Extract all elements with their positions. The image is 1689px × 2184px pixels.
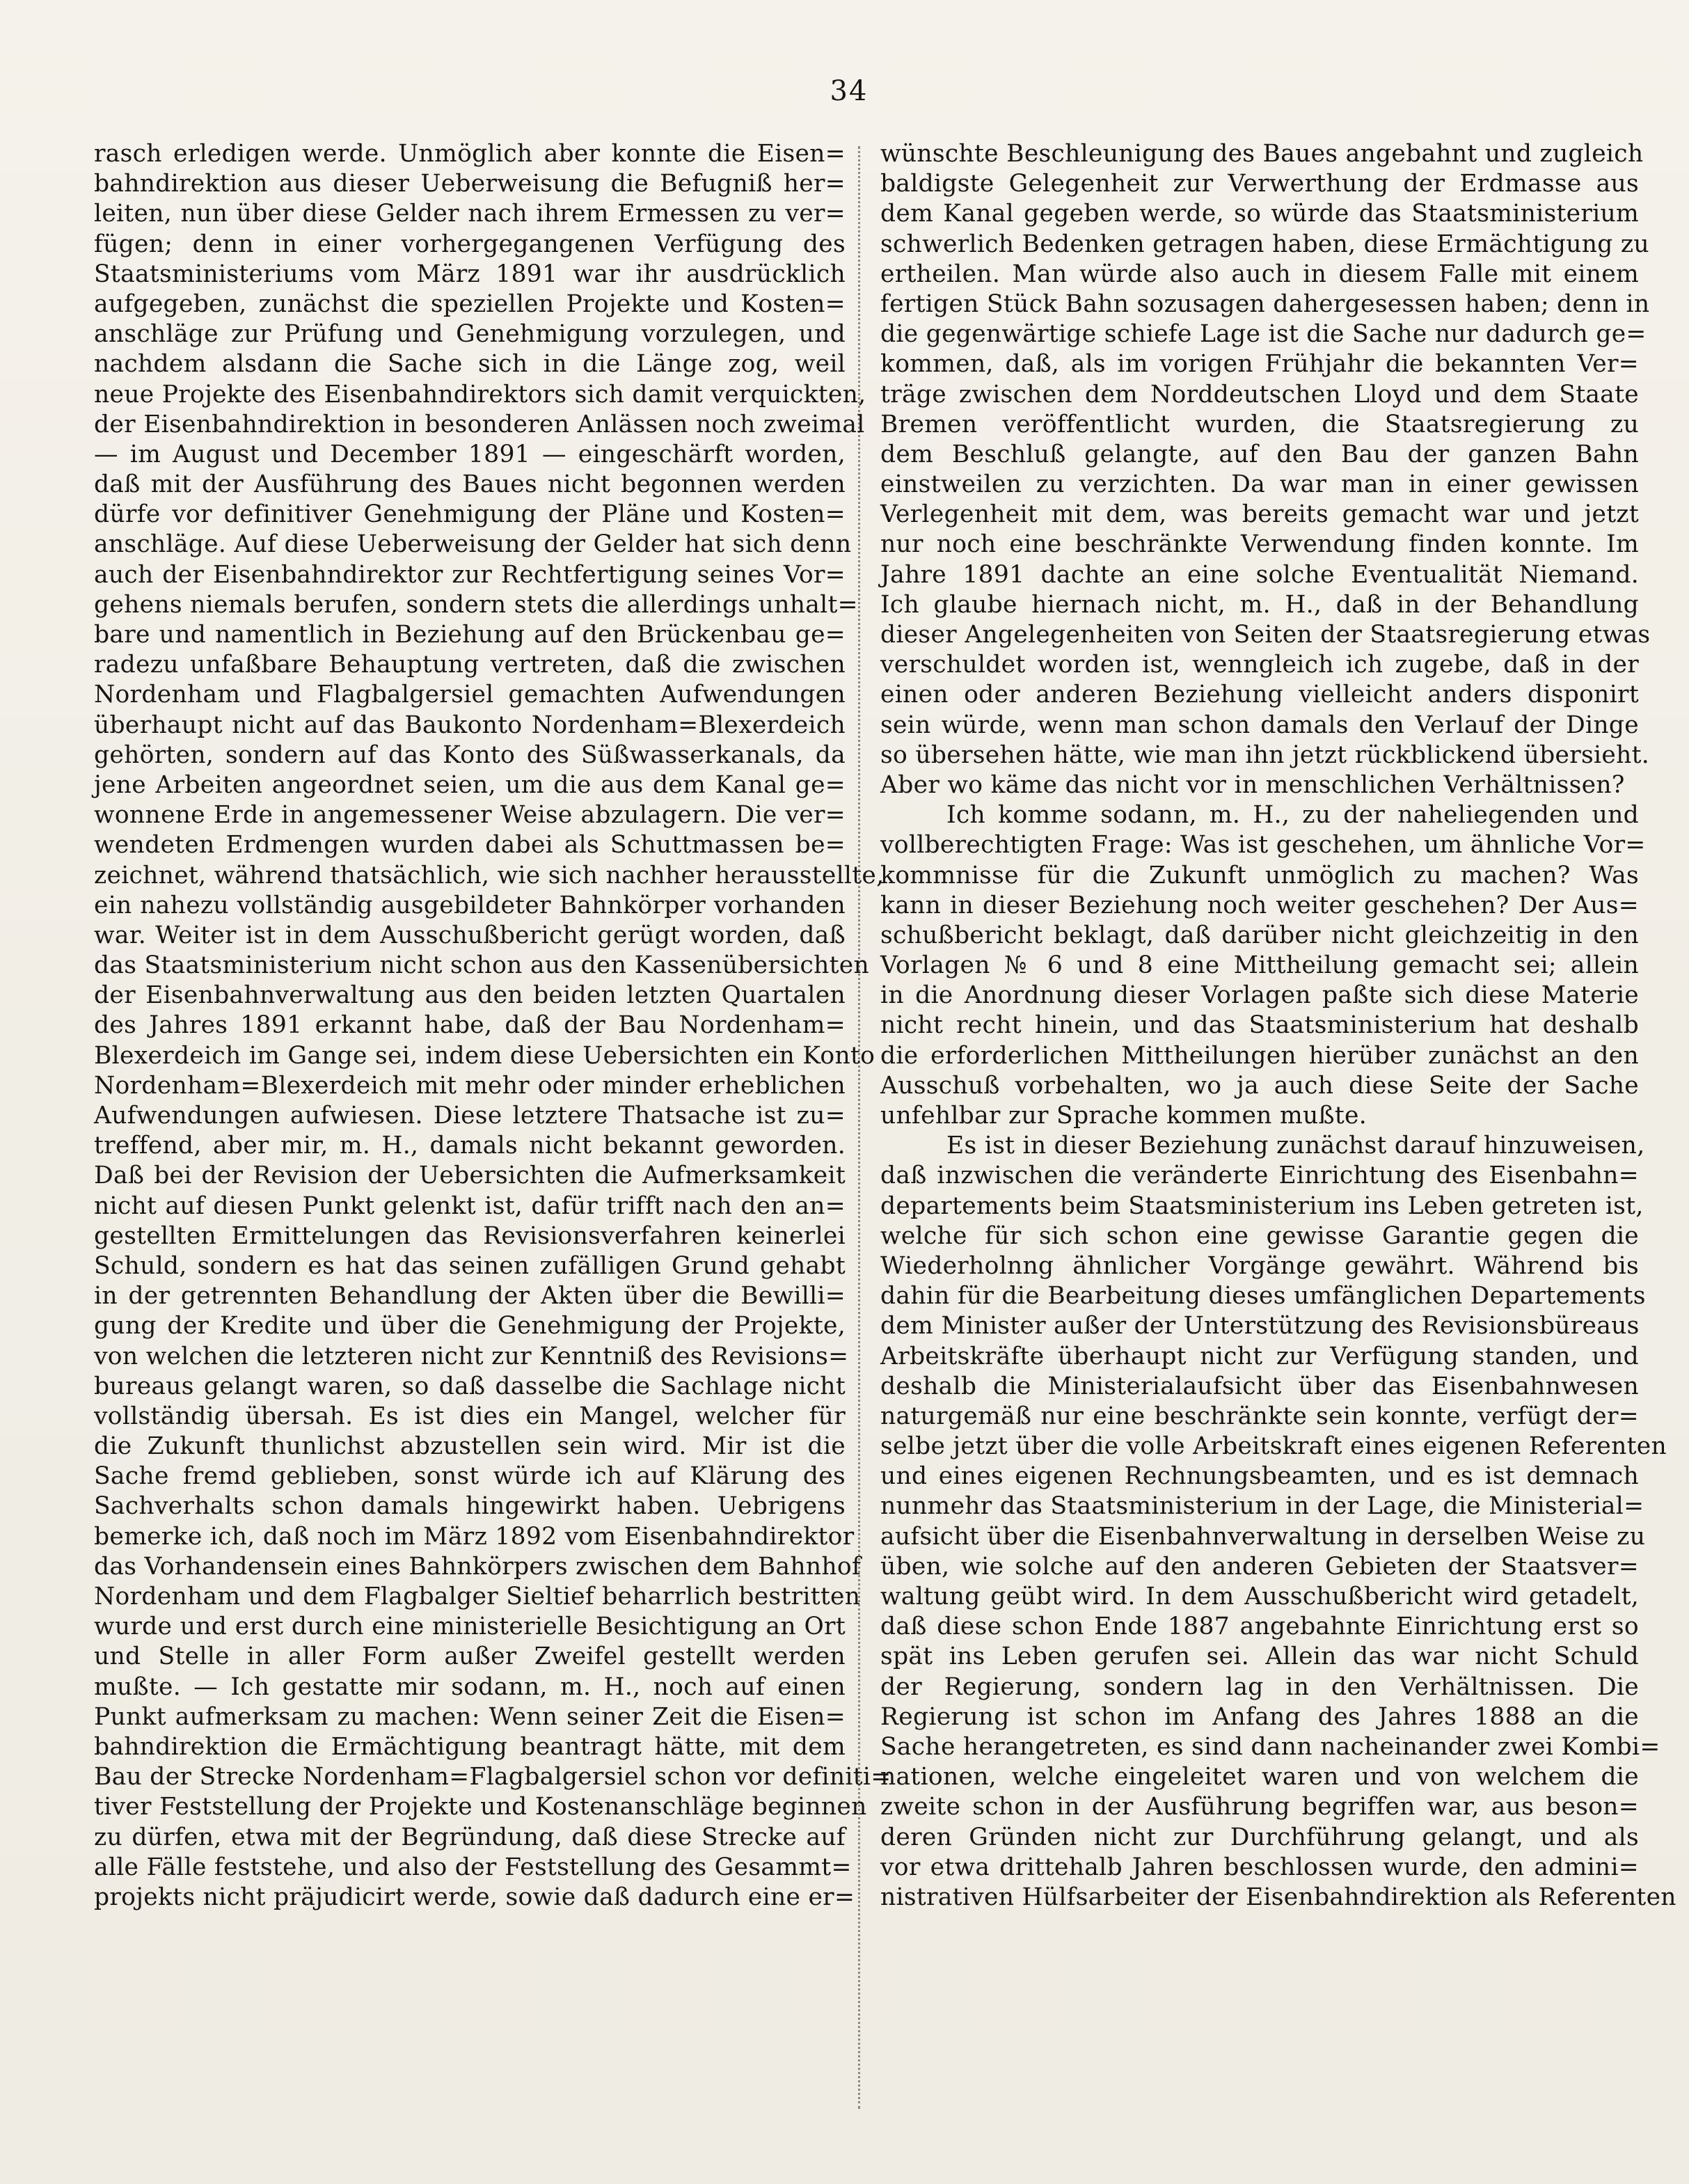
text-line: bahndirektion die Ermächtigung beantragt hätte, mit dem: [94, 1732, 846, 1761]
text-line: nistrativen Hülfsarbeiter der Eisenbahndirektion als Referenten: [880, 1883, 1676, 1911]
text-line: alle Fälle feststehe, und also der Feststellung des Gesammt=: [94, 1853, 852, 1881]
text-line: kommen, daß, als im vorigen Frühjahr die bekannten Ver=: [880, 350, 1639, 379]
text-line: nicht recht hinein, und das Staatsministerium hat deshalb: [880, 1011, 1639, 1040]
text-line: der Eisenbahndirektion in besonderen Anlässen noch zweimal: [94, 410, 865, 438]
text-line: Verlegenheit mit dem, was bereits gemacht war und jetzt: [880, 500, 1639, 529]
text-line: anschläge zur Prüfung und Genehmigung vorzulegen, und: [94, 320, 846, 349]
text-line: nachdem alsdann die Sache sich in die Länge zog, weil: [94, 350, 846, 379]
text-line: gehörten, sondern auf das Konto des Süßwasserkanals, da: [94, 741, 846, 769]
text-line: Ausschuß vorbehalten, wo ja auch diese Seite der Sache: [880, 1071, 1639, 1100]
text-line: Regierung ist schon im Anfang des Jahres 1888 an die: [880, 1702, 1639, 1731]
text-line: ertheilen. Man würde also auch in diesem Falle mit einem: [880, 260, 1639, 288]
text-line: Nordenham=Blexerdeich mit mehr oder minder erheblichen: [94, 1071, 846, 1100]
text-line: tiver Feststellung der Projekte und Kostenanschläge beginnen: [94, 1793, 867, 1821]
text-line: gung der Kredite und über die Genehmigung der Projekte,: [94, 1312, 846, 1340]
text-line: einstweilen zu verzichten. Da war man in einer gewissen: [880, 470, 1639, 499]
text-line: Ich komme sodann, m. H., zu der naheliegenden und: [946, 801, 1639, 830]
text-line: Sache herangetreten, es sind dann nacheinander zwei Kombi=: [880, 1732, 1660, 1761]
text-line: Es ist in dieser Beziehung zunächst darauf hinzuweisen,: [946, 1132, 1645, 1160]
text-line: — im August und December 1891 — eingeschärft worden,: [94, 440, 846, 468]
text-line: neue Projekte des Eisenbahndirektors sich damit verquickten,: [94, 380, 866, 409]
text-line: des Jahres 1891 erkannt habe, daß der Bau Nordenham=: [94, 1011, 846, 1040]
text-line: dieser Angelegenheiten von Seiten der Staatsregierung etwas: [880, 621, 1651, 649]
text-line: fügen; denn in einer vorhergegangenen Verfügung des: [94, 230, 846, 258]
text-line: Bremen veröffentlicht wurden, die Staatsregierung zu: [880, 410, 1639, 438]
text-line: träge zwischen dem Norddeutschen Lloyd und dem Staate: [880, 380, 1639, 409]
text-line: und Stelle in aller Form außer Zweifel gestellt werden: [94, 1643, 846, 1671]
text-line: dem Beschluß gelangte, auf den Bau der ganzen Bahn: [880, 440, 1639, 468]
text-line: der Regierung, sondern lag in den Verhältnissen. Die: [880, 1672, 1639, 1701]
text-line: Blexerdeich im Gange sei, indem diese Uebersichten ein Konto: [94, 1041, 875, 1070]
text-line: projekts nicht präjudicirt werde, sowie daß dadurch eine er=: [94, 1883, 855, 1911]
text-line: Nordenham und Flagbalgersiel gemachten Aufwendungen: [94, 681, 846, 709]
text-line: mußte. — Ich gestatte mir sodann, m. H., noch auf einen: [94, 1672, 846, 1701]
text-line: fertigen Stück Bahn sozusagen dahergesessen haben; denn in: [880, 290, 1650, 318]
text-line: Sachverhalts schon damals hingewirkt haben. Uebrigens: [94, 1492, 846, 1521]
text-line: Staatsministeriums vom März 1891 war ihr ausdrücklich: [94, 260, 846, 288]
text-line: und eines eigenen Rechnungsbeamten, und es ist demnach: [880, 1462, 1639, 1491]
text-line: Wiederholnng ähnlicher Vorgänge gewährt. Während bis: [880, 1251, 1639, 1280]
text-line: der Eisenbahnverwaltung aus den beiden letzten Quartalen: [94, 981, 846, 1010]
text-line: daß mit der Ausführung des Baues nicht begonnen werden: [94, 470, 846, 499]
text-line: in die Anordnung dieser Vorlagen paßte sich diese Materie: [880, 981, 1639, 1010]
text-line: auch der Eisenbahndirektor zur Rechtfertigung seines Vor=: [94, 560, 846, 589]
text-line: spät ins Leben gerufen sei. Allein das war nicht Schuld: [880, 1643, 1639, 1671]
text-line: vollständig übersah. Es ist dies ein Mangel, welcher für: [94, 1402, 846, 1430]
text-line: einen oder anderen Beziehung vielleicht anders disponirt: [880, 681, 1639, 709]
text-line: überhaupt nicht auf das Baukonto Nordenham=Blexerdeich: [94, 711, 846, 739]
text-line: zweite schon in der Ausführung begriffen war, aus beson=: [880, 1793, 1639, 1821]
text-line: bureaus gelangt waren, so daß dasselbe die Sachlage nicht: [94, 1372, 846, 1400]
text-line: verschuldet worden ist, wenngleich ich zugebe, daß in der: [880, 651, 1639, 679]
text-line: daß inzwischen die veränderte Einrichtung des Eisenbahn=: [880, 1162, 1639, 1190]
text-line: vor etwa drittehalb Jahren beschlossen wurde, den admini=: [880, 1853, 1639, 1881]
text-line: dem Minister außer der Unterstützung des Revisionsbüreaus: [880, 1312, 1640, 1340]
text-line: unfehlbar zur Sprache kommen mußte.: [880, 1102, 1367, 1130]
text-line: war. Weiter ist in dem Ausschußbericht gerügt worden, daß: [94, 921, 846, 949]
text-line: wonnene Erde in angemessener Weise abzulagern. Die ver=: [94, 801, 846, 830]
text-line: Ich glaube hiernach nicht, m. H., daß in der Behandlung: [880, 590, 1639, 619]
text-line: aufsicht über die Eisenbahnverwaltung in derselben Weise zu: [880, 1522, 1646, 1551]
text-line: leiten, nun über diese Gelder nach ihrem Ermessen zu ver=: [94, 200, 846, 228]
text-line: waltung geübt wird. In dem Ausschußbericht wird getadelt,: [880, 1583, 1639, 1611]
text-line: so übersehen hätte, wie man ihn jetzt rückblickend übersieht.: [880, 741, 1650, 769]
text-line: gehens niemals berufen, sondern stets die allerdings unhalt=: [94, 590, 858, 619]
text-line: Punkt aufmerksam zu machen: Wenn seiner Zeit die Eisen=: [94, 1702, 846, 1731]
text-line: selbe jetzt über die volle Arbeitskraft eines eigenen Referenten: [880, 1432, 1667, 1461]
text-line: jene Arbeiten angeordnet seien, um die aus dem Kanal ge=: [94, 770, 846, 799]
text-line: nunmehr das Staatsministerium in der Lage, die Ministerial=: [880, 1492, 1644, 1521]
text-line: daß diese schon Ende 1887 angebahnte Einrichtung erst so: [880, 1613, 1639, 1641]
text-line: die gegenwärtige schiefe Lage ist die Sache nur dadurch ge=: [880, 320, 1647, 349]
text-line: Arbeitskräfte überhaupt nicht zur Verfügung standen, und: [880, 1342, 1639, 1370]
left-column: [94, 139, 891, 1913]
text-line: wünschte Beschleunigung des Baues angebahnt und zugleich: [880, 140, 1644, 168]
right-column: [880, 139, 1676, 1913]
text-line: deshalb die Ministerialaufsicht über das Eisenbahnwesen: [880, 1372, 1639, 1400]
text-line: ein nahezu vollständig ausgebildeter Bahnkörper vorhanden: [94, 891, 846, 919]
text-line: schwerlich Bedenken getragen haben, diese Ermächtigung zu: [880, 230, 1649, 258]
text-line: das Staatsministerium nicht schon aus den Kassenübersichten: [94, 951, 870, 980]
text-line: dürfe vor definitiver Genehmigung der Pläne und Kosten=: [94, 500, 846, 529]
text-line: üben, wie solche auf den anderen Gebieten der Staatsver=: [880, 1552, 1639, 1581]
text-line: kann in dieser Beziehung noch weiter geschehen? Der Aus=: [880, 891, 1639, 919]
text-line: radezu unfaßbare Behauptung vertreten, daß die zwischen: [94, 651, 846, 679]
text-line: wurde und erst durch eine ministerielle Besichtigung an Ort: [94, 1613, 846, 1641]
text-line: die erforderlichen Mittheilungen hierüber zunächst an den: [880, 1041, 1639, 1070]
text-line: dahin für die Bearbeitung dieses umfänglichen Departements: [880, 1282, 1646, 1311]
text-line: von welchen die letzteren nicht zur Kenntniß des Revisions=: [94, 1342, 849, 1370]
text-line: bahndirektion aus dieser Ueberweisung die Befugniß her=: [94, 170, 846, 198]
text-line: Bau der Strecke Nordenham=Flagbalgersiel schon vor definiti=: [94, 1763, 891, 1791]
text-line: treffend, aber mir, m. H., damals nicht bekannt geworden.: [94, 1132, 846, 1160]
text-line: rasch erledigen werde. Unmöglich aber konnte die Eisen=: [94, 140, 846, 168]
text-line: Aufwendungen aufwiesen. Diese letztere Thatsache ist zu=: [94, 1102, 846, 1130]
text-line: Nordenham und dem Flagbalger Sieltief beharrlich bestritten: [94, 1583, 861, 1611]
text-line: schußbericht beklagt, daß darüber nicht gleichzeitig in den: [880, 921, 1639, 949]
text-line: das Vorhandensein eines Bahnkörpers zwischen dem Bahnhof: [94, 1552, 862, 1581]
text-line: in der getrennten Behandlung der Akten über die Bewilli=: [94, 1282, 846, 1311]
text-line: bemerke ich, daß noch im März 1892 vom Eisenbahndirektor: [94, 1522, 855, 1551]
text-line: wendeten Erdmengen wurden dabei als Schuttmassen be=: [94, 831, 846, 860]
page-number: 34: [830, 75, 869, 107]
text-line: gestellten Ermittelungen das Revisionsverfahren keinerlei: [94, 1221, 846, 1250]
text-line: anschläge. Auf diese Ueberweisung der Gelder hat sich denn: [94, 530, 852, 559]
text-line: Schuld, sondern es hat das seinen zufälligen Grund gehabt: [94, 1251, 846, 1280]
text-line: zu dürfen, etwa mit der Begründung, daß diese Strecke auf: [94, 1823, 846, 1851]
text-line: zeichnet, während thatsächlich, wie sich nachher herausstellte,: [94, 861, 885, 889]
text-line: kommnisse für die Zukunft unmöglich zu machen? Was: [880, 861, 1639, 889]
text-line: departements beim Staatsministerium ins Leben getreten ist,: [880, 1192, 1644, 1220]
text-line: Jahre 1891 dachte an eine solche Eventualität Niemand.: [880, 560, 1639, 589]
text-line: deren Gründen nicht zur Durchführung gelangt, und als: [880, 1823, 1639, 1851]
text-line: Sache fremd geblieben, sonst würde ich auf Klärung des: [94, 1462, 846, 1491]
text-line: aufgegeben, zunächst die speziellen Projekte und Kosten=: [94, 290, 846, 318]
text-line: bare und namentlich in Beziehung auf den Brückenbau ge=: [94, 621, 846, 649]
text-line: naturgemäß nur eine beschränkte sein konnte, verfügt der=: [880, 1402, 1639, 1430]
text-line: sein würde, wenn man schon damals den Verlauf der Dinge: [880, 711, 1639, 739]
text-line: Vorlagen № 6 und 8 eine Mittheilung gemacht sei; allein: [880, 951, 1639, 980]
text-line: nicht auf diesen Punkt gelenkt ist, dafür trifft nach den an=: [94, 1192, 846, 1220]
text-line: die Zukunft thunlichst abzustellen sein wird. Mir ist die: [94, 1432, 846, 1461]
text-line: vollberechtigten Frage: Was ist geschehen, um ähnliche Vor=: [880, 831, 1646, 860]
text-line: nur noch eine beschränkte Verwendung finden konnte. Im: [880, 530, 1639, 559]
text-line: baldigste Gelegenheit zur Verwerthung der Erdmasse aus: [880, 170, 1639, 198]
text-line: nationen, welche eingeleitet waren und von welchem die: [880, 1763, 1639, 1791]
text-line: Aber wo käme das nicht vor in menschlichen Verhältnissen?: [880, 770, 1625, 799]
text-line: welche für sich schon eine gewisse Garantie gegen die: [880, 1221, 1639, 1250]
text-line: dem Kanal gegeben werde, so würde das Staatsministerium: [880, 200, 1639, 228]
text-line: Daß bei der Revision der Uebersichten die Aufmerksamkeit: [94, 1162, 846, 1190]
